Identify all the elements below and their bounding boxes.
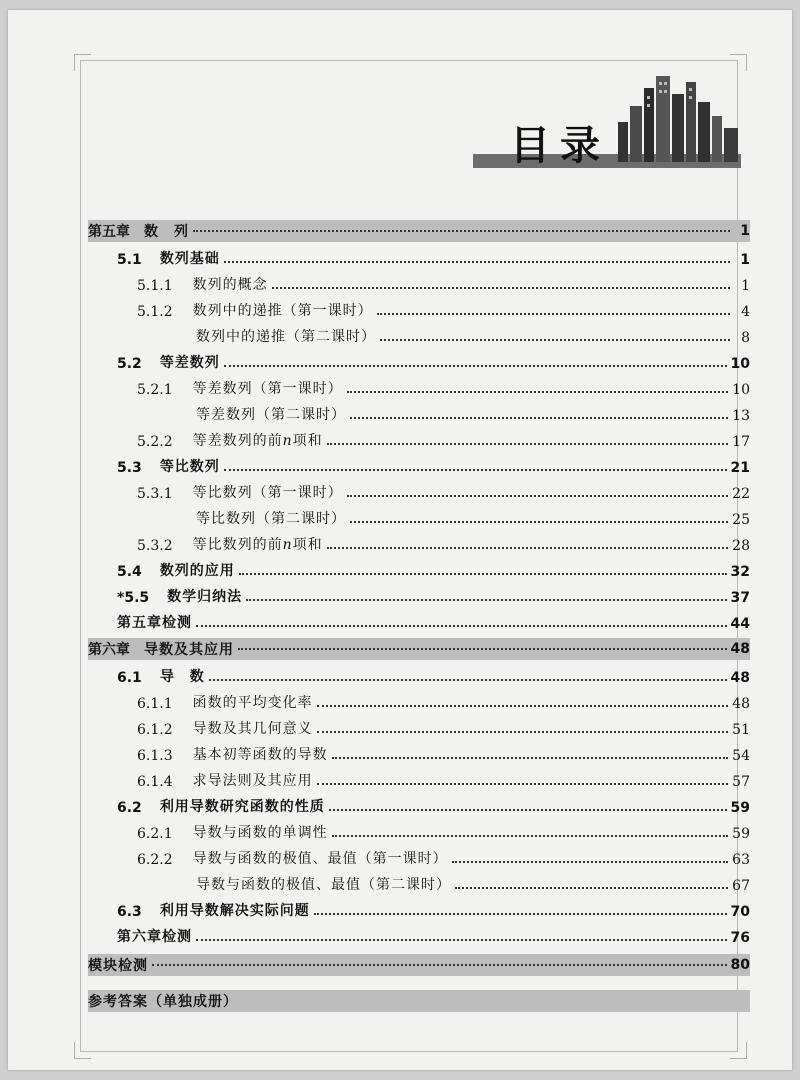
toc-entry-title: 函数的平均变化率 — [192, 695, 313, 711]
toc-entry-title: 等比数列（第二课时） — [196, 511, 346, 527]
toc-entry-page: 54 — [732, 748, 750, 764]
toc-entry-page: 57 — [732, 774, 750, 790]
toc-entry-page: 1 — [740, 252, 750, 268]
toc-entry-page: 48 — [730, 670, 750, 686]
toc-entry[interactable] — [117, 352, 750, 372]
toc-entry-number: 5.1.1 — [137, 278, 173, 294]
toc-entry-title: 基本初等函数的导数 — [192, 747, 328, 763]
toc-entry-page: 13 — [732, 408, 750, 424]
toc-entry-title: 导数及其几何意义 — [192, 721, 313, 737]
toc-entry-title: 数列中的递推（第一课时） — [192, 303, 373, 319]
dot-leader — [314, 913, 727, 915]
toc-entry[interactable] — [137, 848, 750, 868]
toc-entry-title: 等比数列（第一课时） — [192, 485, 343, 501]
toc-entry-page: 76 — [730, 930, 750, 946]
toc-entry-number: *5.5 — [117, 590, 150, 606]
dot-leader — [196, 939, 727, 941]
toc-entry-title: 利用导数解决实际问题 — [159, 903, 310, 919]
dot-leader — [350, 521, 728, 523]
toc-entry-title: 等差数列的前n项和 — [192, 433, 323, 449]
toc-entry-title: 导数与函数的单调性 — [192, 825, 328, 841]
dot-leader — [209, 679, 727, 681]
dot-leader — [452, 861, 729, 863]
toc-entry[interactable] — [196, 404, 750, 424]
dot-leader — [272, 287, 730, 289]
toc-entry-number: 5.2 — [117, 356, 142, 372]
toc-entry-number: 第六章 — [88, 642, 130, 658]
toc-entry-number: 5.3.1 — [137, 486, 173, 502]
toc-entry-number: 6.2 — [117, 800, 142, 816]
dot-leader — [350, 417, 728, 419]
toc-entry-title: 导数与函数的极值、最值（第二课时） — [196, 877, 451, 893]
toc-entry-page: 1 — [740, 223, 750, 239]
toc-entry-page: 28 — [732, 538, 750, 554]
toc-entry-page: 4 — [741, 304, 750, 320]
toc-entry[interactable] — [196, 326, 750, 346]
toc-entry-page: 70 — [730, 904, 750, 920]
toc-entry-page: 22 — [732, 486, 750, 502]
toc-entry-title: 数列的概念 — [192, 277, 268, 293]
toc-entry-page: 32 — [730, 564, 750, 580]
toc-entry[interactable] — [117, 796, 750, 816]
toc-entry-title: 数 列 — [144, 224, 189, 240]
dot-leader — [347, 495, 729, 497]
dot-leader — [317, 783, 729, 785]
toc-entry[interactable] — [137, 300, 750, 320]
toc-entry-page: 10 — [732, 382, 750, 398]
toc-entry-number: 5.2.2 — [137, 434, 173, 450]
page-title: 目录 — [510, 123, 610, 169]
toc-entry[interactable] — [137, 770, 750, 790]
toc-entry-number: 6.3 — [117, 904, 142, 920]
toc-entry-page: 48 — [730, 641, 750, 657]
dot-leader — [193, 230, 730, 232]
toc-entry-page: 63 — [732, 852, 750, 868]
toc-entry[interactable] — [137, 718, 750, 738]
dot-leader — [317, 705, 729, 707]
toc-entry-number: 5.3.2 — [137, 538, 173, 554]
dot-leader — [347, 391, 729, 393]
toc-entry[interactable] — [137, 274, 750, 294]
dot-leader — [224, 469, 727, 471]
toc-entry-number: 6.2.1 — [137, 826, 173, 842]
toc-entry-page: 25 — [732, 512, 750, 528]
toc-entry[interactable] — [88, 954, 750, 976]
toc-entry-number: 5.1 — [117, 252, 142, 268]
dot-leader — [377, 313, 730, 315]
toc-entry-page: 67 — [732, 878, 750, 894]
toc-entry-number: 6.1.2 — [137, 722, 173, 738]
toc-entry[interactable] — [88, 220, 750, 242]
toc-entry[interactable] — [137, 534, 750, 554]
toc-entry[interactable] — [117, 456, 750, 476]
toc-entry-number: 第五章 — [88, 224, 130, 240]
toc-entry[interactable] — [117, 586, 750, 606]
dot-leader — [238, 648, 727, 650]
toc-entry[interactable] — [137, 430, 750, 450]
toc-entry-page: 8 — [741, 330, 750, 346]
toc-entry-number: 5.1.2 — [137, 304, 173, 320]
dot-leader — [224, 365, 727, 367]
toc-entry-number: 5.4 — [117, 564, 142, 580]
toc-entry[interactable] — [196, 874, 750, 894]
toc-entry-page: 10 — [730, 356, 750, 372]
toc-entry[interactable] — [137, 822, 750, 842]
toc-entry-title: 数列中的递推（第二课时） — [196, 329, 376, 345]
dot-leader — [329, 809, 727, 811]
dot-leader — [332, 757, 729, 759]
toc-entry[interactable] — [117, 612, 750, 632]
toc-entry[interactable] — [137, 482, 750, 502]
toc-entry-title: 利用导数研究函数的性质 — [159, 799, 325, 815]
dot-leader — [380, 339, 730, 341]
dot-leader — [239, 573, 727, 575]
toc-entry-number: 6.1.3 — [137, 748, 173, 764]
toc-entry-page: 44 — [730, 616, 750, 632]
toc-entry-title: 第五章检测 — [117, 615, 192, 631]
dot-leader — [152, 964, 727, 966]
toc-entry-title: 模块检测 — [88, 958, 148, 974]
toc-entry-title: 等比数列的前n项和 — [192, 537, 323, 553]
toc-entry-title: 等比数列 — [159, 459, 220, 475]
dot-leader — [327, 547, 729, 549]
toc-entry[interactable] — [137, 692, 750, 712]
toc-entry-page: 21 — [730, 460, 750, 476]
toc-entry-number: 6.1 — [117, 670, 142, 686]
toc-entry-title: 等差数列（第一课时） — [192, 381, 343, 397]
toc-entry-title: 第六章检测 — [117, 929, 192, 945]
dot-leader — [224, 261, 730, 263]
toc-entry-number: 6.2.2 — [137, 852, 173, 868]
toc-entry-title: 等差数列 — [159, 355, 220, 371]
toc-entry[interactable] — [117, 560, 750, 580]
toc-entry-page: 80 — [730, 957, 750, 973]
toc-entry-title: 导 数 — [159, 669, 205, 685]
toc-entry-number: 5.3 — [117, 460, 142, 476]
toc-entry-title: 参考答案（单独成册） — [88, 994, 238, 1010]
toc-entry[interactable] — [117, 248, 750, 268]
toc-entry-title: 数学归纳法 — [167, 589, 243, 605]
toc-entry-title: 导数与函数的极值、最值（第一课时） — [192, 851, 448, 867]
toc-entry-title: 数列基础 — [159, 251, 220, 267]
dot-leader — [317, 731, 729, 733]
toc-entry[interactable] — [137, 378, 750, 398]
toc-entry-number: 5.2.1 — [137, 382, 173, 398]
toc-entry-page: 48 — [732, 696, 750, 712]
toc-entry[interactable] — [88, 990, 750, 1012]
toc-entry-page: 37 — [730, 590, 750, 606]
toc-entry[interactable] — [88, 638, 750, 660]
toc-entry-title: 导数及其应用 — [144, 642, 234, 658]
dot-leader — [455, 887, 728, 889]
toc-entry-page: 17 — [732, 434, 750, 450]
toc-entry-page: 59 — [730, 800, 750, 816]
toc-entry-title: 求导法则及其应用 — [192, 773, 313, 789]
dot-leader — [327, 443, 729, 445]
toc-entry-page: 1 — [741, 278, 750, 294]
toc-entry-number: 6.1.4 — [137, 774, 173, 790]
toc-entry-title: 等差数列（第二课时） — [196, 407, 346, 423]
dot-leader — [196, 625, 727, 627]
toc-entry[interactable] — [196, 508, 750, 528]
toc-entry[interactable] — [117, 900, 750, 920]
dot-leader — [246, 599, 726, 601]
toc-entry-number: 6.1.1 — [137, 696, 173, 712]
toc-entry[interactable] — [137, 744, 750, 764]
toc-entry[interactable] — [117, 666, 750, 686]
toc-entry-title: 数列的应用 — [159, 563, 235, 579]
toc-entry[interactable] — [117, 926, 750, 946]
toc-entry-page: 59 — [732, 826, 750, 842]
dot-leader — [332, 835, 729, 837]
toc-entry-page: 51 — [732, 722, 750, 738]
